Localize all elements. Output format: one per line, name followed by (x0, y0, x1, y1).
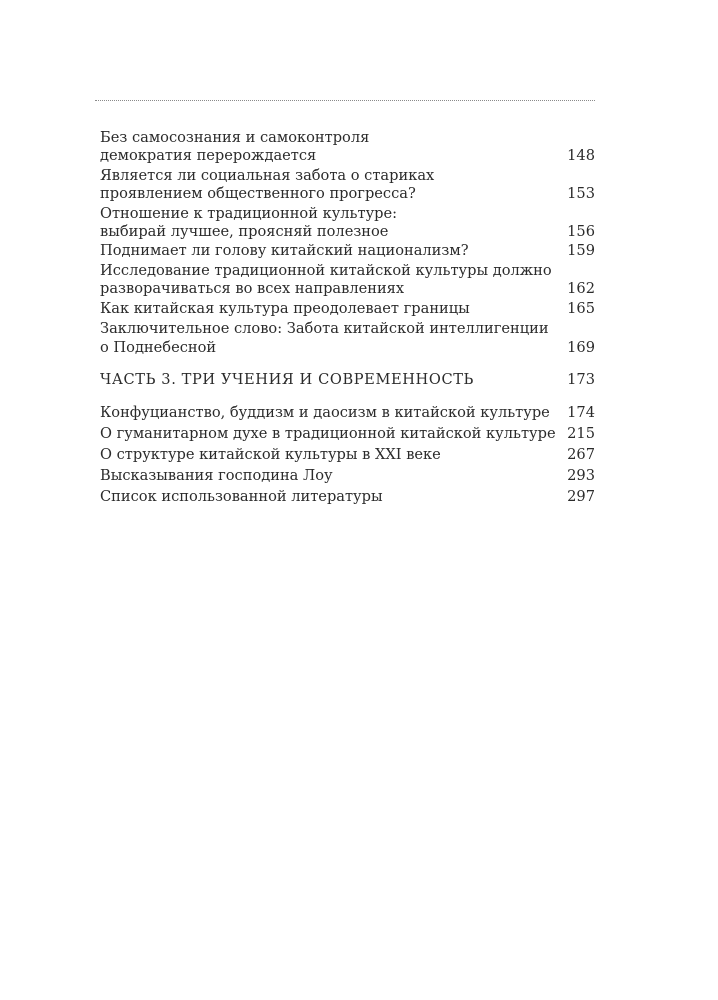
toc-entry-line (100, 222, 595, 242)
toc-entry-line (100, 403, 595, 423)
toc-entry-text: Как китайская культура преодолевает границы (100, 300, 470, 317)
toc-entry-line (100, 424, 595, 444)
toc-entry-text: проявлением общественного прогресса? (100, 185, 416, 202)
toc-page-number: 156 (567, 223, 595, 240)
toc-page-number: 162 (567, 280, 595, 297)
toc-entry-text: выбирай лучшее, проясняй полезное (100, 223, 389, 240)
toc-entry-text: Отношение к традиционной культуре: (100, 205, 398, 222)
toc-entry-line (100, 319, 595, 339)
toc-page-number: 159 (567, 242, 595, 259)
toc-entry-text: Без самосознания и самоконтроля (100, 129, 370, 146)
toc-part-heading (100, 370, 595, 390)
toc-entry-line (100, 261, 595, 281)
toc-entry-line (100, 146, 595, 166)
toc-page-number: 169 (567, 339, 595, 356)
toc-entry-line (100, 241, 595, 261)
toc-entry-text: о Поднебесной (100, 339, 217, 356)
toc-entry-line (100, 466, 595, 486)
toc-entry-text: демократия перерождается (100, 147, 317, 164)
toc-entry-text: О структуре китайской культуры в XXI веке (100, 446, 441, 463)
toc-page-number: 174 (567, 404, 595, 421)
toc-entry-text: О гуманитарном духе в традиционной китайской культуре (100, 425, 556, 442)
toc-entry-text: Конфуцианство, буддизм и даосизм в китайской культуре (100, 404, 550, 421)
toc-page-number: 297 (567, 488, 595, 505)
toc-entry-line (100, 128, 595, 148)
toc-entry-line (100, 279, 595, 299)
toc-entry-text: Исследование традиционной китайской культуры должно (100, 262, 552, 279)
toc-page-number: 165 (567, 300, 595, 317)
toc-entry-line (100, 184, 595, 204)
toc-entry-text: Является ли социальная забота о стариках (100, 167, 435, 184)
toc-entry-line (100, 487, 595, 507)
toc-entry-text: Поднимает ли голову китайский национализм? (100, 242, 469, 259)
toc-page-number: 148 (567, 147, 595, 164)
toc-entry-line (100, 338, 595, 358)
toc-page-number: 173 (567, 371, 595, 388)
toc-entry-line (100, 166, 595, 186)
toc-page-number: 153 (567, 185, 595, 202)
toc-page-number: 215 (567, 425, 595, 442)
toc-entry-text: разворачиваться во всех направлениях (100, 280, 405, 297)
toc-entry-text: Список использованной литературы (100, 488, 383, 505)
toc-entry-line (100, 204, 595, 224)
toc-page-number: 293 (567, 467, 595, 484)
toc-page-number: 267 (567, 446, 595, 463)
toc-entry-line (100, 299, 595, 319)
toc-part-title: ЧАСТЬ 3. ТРИ УЧЕНИЯ И СОВРЕМЕННОСТЬ (100, 371, 474, 388)
toc-entry-text: Заключительное слово: Забота китайской интеллигенции (100, 320, 549, 337)
toc-entry-text: Высказывания господина Лоу (100, 467, 333, 484)
toc-entry-line (100, 445, 595, 465)
